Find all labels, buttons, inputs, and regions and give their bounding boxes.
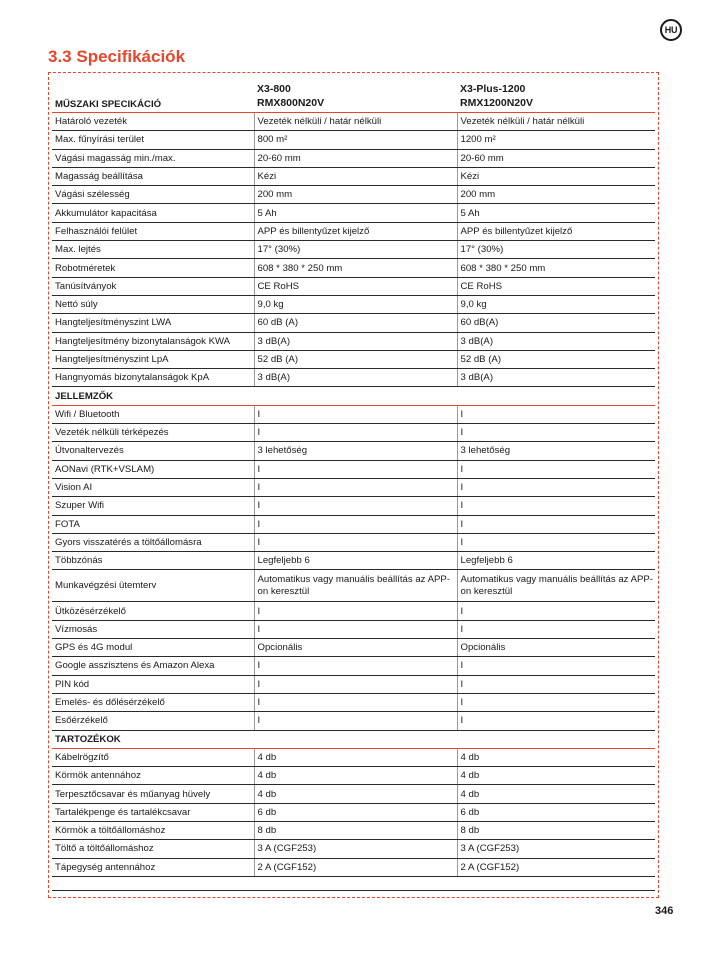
table-row bbox=[52, 149, 655, 167]
table-row bbox=[52, 424, 655, 442]
table-header-row bbox=[52, 77, 655, 113]
row-value-model-2: 8 db bbox=[457, 821, 655, 839]
row-value-model-2: 1200 m² bbox=[457, 131, 655, 149]
row-value-model-2: 20-60 mm bbox=[457, 149, 655, 167]
row-value-model-1: 20-60 mm bbox=[254, 149, 457, 167]
row-value-model-1: 8 db bbox=[254, 821, 457, 839]
table-row bbox=[52, 533, 655, 551]
row-label: Munkavégzési ütemterv bbox=[52, 570, 254, 602]
table-row bbox=[52, 657, 655, 675]
row-value-model-2: I bbox=[457, 620, 655, 638]
row-value-model-1: 4 db bbox=[254, 767, 457, 785]
row-value-model-1: Legfeljebb 6 bbox=[254, 552, 457, 570]
table-row bbox=[52, 405, 655, 423]
row-value-model-2: 52 dB (A) bbox=[457, 350, 655, 368]
table-row bbox=[52, 639, 655, 657]
row-value-model-1: 4 db bbox=[254, 748, 457, 766]
table-row bbox=[52, 186, 655, 204]
row-value-model-1: I bbox=[254, 405, 457, 423]
model-2-name: X3-Plus-1200 bbox=[460, 83, 526, 95]
table-row bbox=[52, 821, 655, 839]
row-value-model-2: 60 dB(A) bbox=[457, 314, 655, 332]
row-value-model-1: 608 * 380 * 250 mm bbox=[254, 259, 457, 277]
row-label: Gyors visszatérés a töltőállomásra bbox=[52, 533, 254, 551]
row-value-model-2: I bbox=[457, 424, 655, 442]
table-row bbox=[52, 222, 655, 240]
row-value-model-2: I bbox=[457, 478, 655, 496]
row-value-model-2: Vezeték nélküli / határ nélküli bbox=[457, 113, 655, 131]
row-value-model-2: I bbox=[457, 533, 655, 551]
row-label: Max. lejtés bbox=[52, 241, 254, 259]
row-label: Ütközésérzékelő bbox=[52, 602, 254, 620]
table-row bbox=[52, 840, 655, 858]
row-value-model-1: Opcionális bbox=[254, 639, 457, 657]
row-label: Robotméretek bbox=[52, 259, 254, 277]
row-value-model-1: I bbox=[254, 657, 457, 675]
row-value-model-2: Legfeljebb 6 bbox=[457, 552, 655, 570]
row-value-model-2: 4 db bbox=[457, 785, 655, 803]
row-label: Terpesztőcsavar és műanyag hüvely bbox=[52, 785, 254, 803]
model-2-code: RMX1200N20V bbox=[460, 97, 533, 109]
section-empty-cell bbox=[254, 730, 457, 748]
row-value-model-1: I bbox=[254, 602, 457, 620]
row-value-model-1: Automatikus vagy manuális beállítás az APP-on keresztül bbox=[254, 570, 457, 602]
table-row bbox=[52, 113, 655, 131]
row-label: Magasság beállítása bbox=[52, 167, 254, 185]
row-value-model-1: 800 m² bbox=[254, 131, 457, 149]
row-value-model-1: 6 db bbox=[254, 803, 457, 821]
row-value-model-2: I bbox=[457, 460, 655, 478]
table-row bbox=[52, 515, 655, 533]
row-value-model-2: I bbox=[457, 657, 655, 675]
row-value-model-2: 5 Ah bbox=[457, 204, 655, 222]
table-row bbox=[52, 350, 655, 368]
row-value-model-1: 3 dB(A) bbox=[254, 369, 457, 387]
row-label: Hangnyomás bizonytalanságok KpA bbox=[52, 369, 254, 387]
row-value-model-1: I bbox=[254, 424, 457, 442]
row-value-model-2: I bbox=[457, 497, 655, 515]
row-value-model-2: I bbox=[457, 712, 655, 730]
table-closing-cell bbox=[52, 876, 655, 890]
row-value-model-1: I bbox=[254, 675, 457, 693]
row-label: Vágási magasság min./max. bbox=[52, 149, 254, 167]
row-value-model-2: I bbox=[457, 693, 655, 711]
language-badge: HU bbox=[660, 19, 682, 41]
row-label: Töltő a töltőállomáshoz bbox=[52, 840, 254, 858]
row-label: Körmök antennához bbox=[52, 767, 254, 785]
table-row bbox=[52, 460, 655, 478]
row-value-model-1: I bbox=[254, 478, 457, 496]
row-label: Hangteljesítményszint LWA bbox=[52, 314, 254, 332]
row-value-model-1: 60 dB (A) bbox=[254, 314, 457, 332]
features-section-row bbox=[52, 387, 655, 405]
row-label: Nettó súly bbox=[52, 295, 254, 313]
row-value-model-2: 17° (30%) bbox=[457, 241, 655, 259]
row-label: Tanúsítványok bbox=[52, 277, 254, 295]
row-value-model-1: I bbox=[254, 620, 457, 638]
accessories-section-row bbox=[52, 730, 655, 748]
row-label: Wifi / Bluetooth bbox=[52, 405, 254, 423]
row-label: GPS és 4G modul bbox=[52, 639, 254, 657]
row-label: Hangteljesítményszint LpA bbox=[52, 350, 254, 368]
row-value-model-2: 3 dB(A) bbox=[457, 369, 655, 387]
row-value-model-2: 608 * 380 * 250 mm bbox=[457, 259, 655, 277]
row-value-model-2: APP és billentyűzet kijelző bbox=[457, 222, 655, 240]
table-row bbox=[52, 803, 655, 821]
table-row bbox=[52, 552, 655, 570]
table-row bbox=[52, 241, 655, 259]
row-label: PIN kód bbox=[52, 675, 254, 693]
table-row bbox=[52, 478, 655, 496]
header-label: MŰSZAKI SPECIKÁCIÓ bbox=[52, 77, 254, 113]
table-row bbox=[52, 693, 655, 711]
row-value-model-2: 4 db bbox=[457, 767, 655, 785]
row-value-model-1: I bbox=[254, 693, 457, 711]
table-row bbox=[52, 295, 655, 313]
table-row bbox=[52, 332, 655, 350]
row-label: Esőérzékelő bbox=[52, 712, 254, 730]
table-row bbox=[52, 442, 655, 460]
row-value-model-2: I bbox=[457, 602, 655, 620]
page-number: 346 bbox=[655, 905, 674, 917]
row-value-model-1: CE RoHS bbox=[254, 277, 457, 295]
row-value-model-1: I bbox=[254, 712, 457, 730]
table-row bbox=[52, 767, 655, 785]
row-value-model-2: I bbox=[457, 675, 655, 693]
table-row bbox=[52, 620, 655, 638]
section-empty-cell bbox=[254, 387, 457, 405]
section-title: 3.3 Specifikációk bbox=[48, 47, 186, 66]
row-label: Felhasználói felület bbox=[52, 222, 254, 240]
table-row bbox=[52, 314, 655, 332]
row-label: Vízmosás bbox=[52, 620, 254, 638]
row-value-model-2: Opcionális bbox=[457, 639, 655, 657]
row-label: Vezeték nélküli térképezés bbox=[52, 424, 254, 442]
row-value-model-1: I bbox=[254, 515, 457, 533]
row-value-model-2: 9,0 kg bbox=[457, 295, 655, 313]
row-label: Tápegység antennához bbox=[52, 858, 254, 876]
accessories-section-title: TARTOZÉKOK bbox=[52, 730, 254, 748]
row-value-model-1: 5 Ah bbox=[254, 204, 457, 222]
table-row bbox=[52, 785, 655, 803]
row-value-model-2: Automatikus vagy manuális beállítás az APP-on keresztül bbox=[457, 570, 655, 602]
row-value-model-2: I bbox=[457, 405, 655, 423]
row-value-model-1: 3 lehetőség bbox=[254, 442, 457, 460]
model-1-code: RMX800N20V bbox=[257, 97, 325, 109]
table-row bbox=[52, 602, 655, 620]
row-value-model-1: APP és billentyűzet kijelző bbox=[254, 222, 457, 240]
row-label: Hangteljesítmény bizonytalanságok KWA bbox=[52, 332, 254, 350]
row-value-model-1: 3 A (CGF253) bbox=[254, 840, 457, 858]
table-closing-row bbox=[52, 876, 655, 890]
table-row bbox=[52, 277, 655, 295]
table-row bbox=[52, 259, 655, 277]
row-label: Kábelrögzítő bbox=[52, 748, 254, 766]
header-model-2 bbox=[457, 77, 655, 113]
row-label: AONavi (RTK+VSLAM) bbox=[52, 460, 254, 478]
row-value-model-2: 200 mm bbox=[457, 186, 655, 204]
table-row bbox=[52, 675, 655, 693]
row-label: Max. fűnyírási terület bbox=[52, 131, 254, 149]
row-label: Körmök a töltőállomáshoz bbox=[52, 821, 254, 839]
row-value-model-2: 3 dB(A) bbox=[457, 332, 655, 350]
row-value-model-2: 3 lehetőség bbox=[457, 442, 655, 460]
row-value-model-2: I bbox=[457, 515, 655, 533]
row-value-model-1: 4 db bbox=[254, 785, 457, 803]
row-label: Google asszisztens és Amazon Alexa bbox=[52, 657, 254, 675]
row-label: Szuper Wifi bbox=[52, 497, 254, 515]
row-value-model-1: Vezeték nélküli / határ nélküli bbox=[254, 113, 457, 131]
row-value-model-2: 4 db bbox=[457, 748, 655, 766]
table-row bbox=[52, 131, 655, 149]
row-value-model-2: 6 db bbox=[457, 803, 655, 821]
table-row bbox=[52, 167, 655, 185]
row-value-model-1: 200 mm bbox=[254, 186, 457, 204]
row-value-model-1: I bbox=[254, 497, 457, 515]
row-value-model-2: 3 A (CGF253) bbox=[457, 840, 655, 858]
row-label: Vision AI bbox=[52, 478, 254, 496]
table-row bbox=[52, 369, 655, 387]
spec-table bbox=[52, 77, 655, 891]
row-label: FOTA bbox=[52, 515, 254, 533]
row-label: Emelés- és dőlésérzékelő bbox=[52, 693, 254, 711]
row-label: Határoló vezeték bbox=[52, 113, 254, 131]
table-row bbox=[52, 858, 655, 876]
table-row bbox=[52, 712, 655, 730]
row-value-model-1: 52 dB (A) bbox=[254, 350, 457, 368]
row-value-model-1: 9,0 kg bbox=[254, 295, 457, 313]
row-value-model-2: CE RoHS bbox=[457, 277, 655, 295]
row-value-model-1: I bbox=[254, 533, 457, 551]
row-label: Többzónás bbox=[52, 552, 254, 570]
row-value-model-1: 17° (30%) bbox=[254, 241, 457, 259]
row-value-model-1: I bbox=[254, 460, 457, 478]
row-label: Vágási szélesség bbox=[52, 186, 254, 204]
row-value-model-1: Kézi bbox=[254, 167, 457, 185]
row-label: Tartalékpenge és tartalékcsavar bbox=[52, 803, 254, 821]
row-value-model-1: 3 dB(A) bbox=[254, 332, 457, 350]
row-value-model-2: Kézi bbox=[457, 167, 655, 185]
table-row bbox=[52, 497, 655, 515]
model-1-name: X3-800 bbox=[257, 83, 291, 95]
table-row bbox=[52, 204, 655, 222]
row-value-model-1: 2 A (CGF152) bbox=[254, 858, 457, 876]
row-label: Akkumulátor kapacitása bbox=[52, 204, 254, 222]
header-model-1 bbox=[254, 77, 457, 113]
section-empty-cell bbox=[457, 387, 655, 405]
table-row bbox=[52, 570, 655, 602]
table-row bbox=[52, 748, 655, 766]
section-empty-cell bbox=[457, 730, 655, 748]
row-label: Útvonaltervezés bbox=[52, 442, 254, 460]
features-section-title: JELLEMZŐK bbox=[52, 387, 254, 405]
row-value-model-2: 2 A (CGF152) bbox=[457, 858, 655, 876]
